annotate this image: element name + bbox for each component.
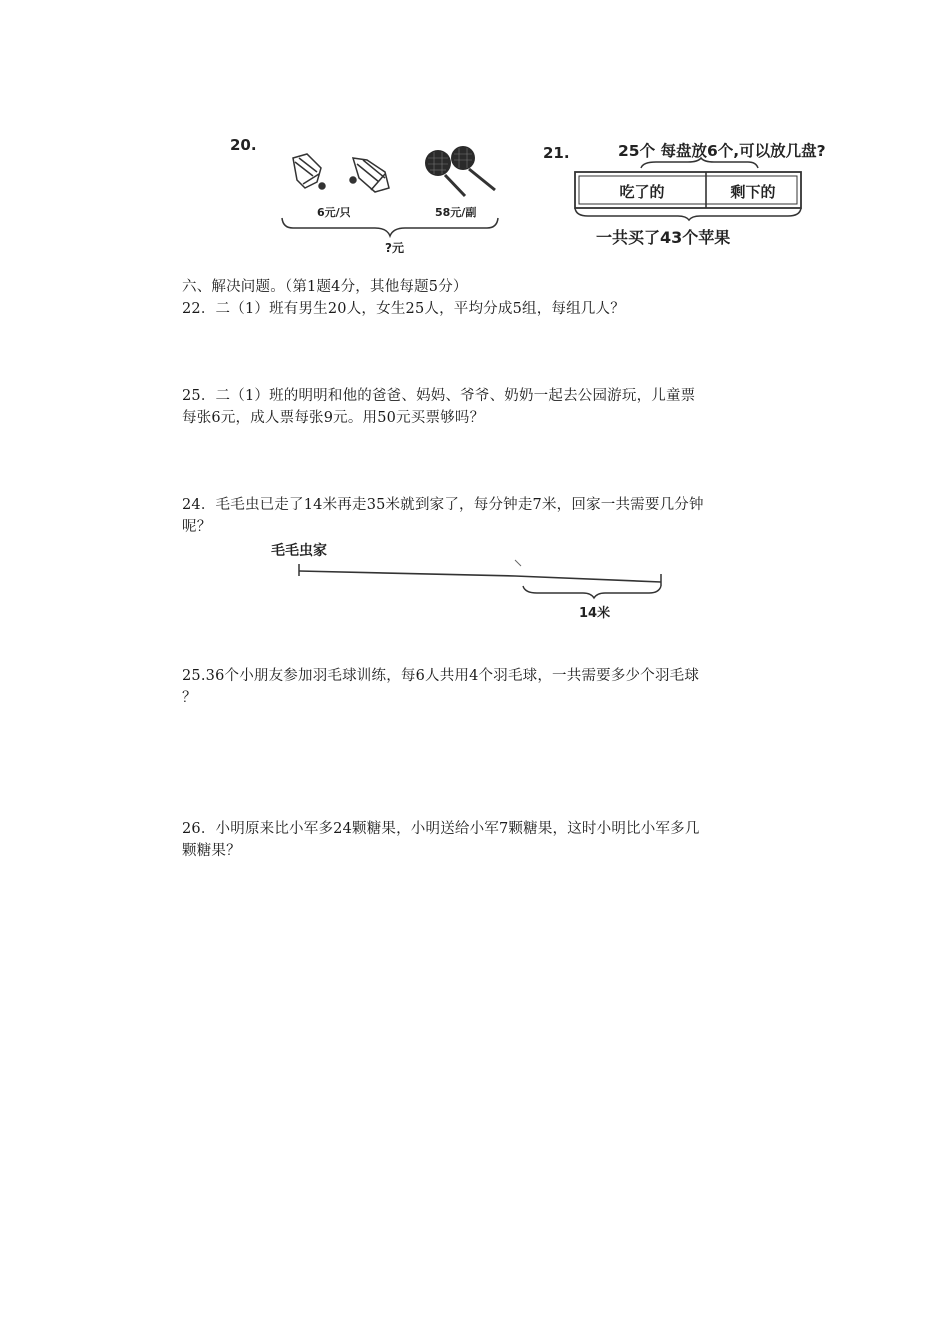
question-24-line1: 24．毛毛虫已走了14米再走35米就到家了，每分钟走7米，回家一共需要几分钟 xyxy=(182,497,704,513)
q24-path-line xyxy=(299,571,661,582)
shuttlecock-icon xyxy=(350,158,389,192)
question-26-line1: 26．小明原来比小军多24颗糖果，小明送给小军7颗糖果，这时小明比小军多几 xyxy=(182,821,700,837)
question-25-a xyxy=(182,385,782,429)
q21-bottom-text: 一共买了43个苹果 xyxy=(596,228,731,247)
question-24-line2: 呢？ xyxy=(182,519,212,535)
question-25-b-line2: ？ xyxy=(182,690,197,706)
question-25-a-line1: 25．二（1）班的明明和他的爸爸、妈妈、爷爷、奶奶一起去公园游玩，儿童票 xyxy=(182,388,696,404)
q20-illustration xyxy=(225,128,510,258)
section-title: 六、解决问题。（第1题4分，其他每题5分） xyxy=(182,279,468,295)
q20-figure xyxy=(225,128,510,258)
q20-number: 20. xyxy=(230,136,257,154)
q20-total-brace xyxy=(282,218,498,236)
shuttlecock-icon xyxy=(293,154,325,189)
q21-bottom-brace xyxy=(575,208,801,220)
question-22: 22．二（1）班有男生20人，女生25人，平均分成5组，每组几人？ xyxy=(182,301,625,317)
q20-item1-price: 6元/只 xyxy=(317,206,351,219)
question-25-b-line1: 25.36个小朋友参加羽毛球训练，每6人共用4个羽毛球，一共需要多少个羽毛球 xyxy=(182,668,700,684)
q21-figure xyxy=(538,136,918,256)
question-25-a-line2: 每张6元，成人票每张9元。用50元买票够吗？ xyxy=(182,410,485,426)
q20-item2-price: 58元/副 xyxy=(435,206,477,219)
q24-brace xyxy=(523,586,661,598)
q24-home-label: 毛毛虫家 xyxy=(271,543,327,559)
q21-top-text: 25个 每盘放6个,可以放几盘? xyxy=(618,142,826,160)
badminton-racket-icon xyxy=(425,146,495,196)
q24-line-diagram xyxy=(265,538,675,628)
q21-number: 21. xyxy=(543,144,570,162)
q21-illustration xyxy=(538,136,918,256)
question-26-line2: 颗糖果？ xyxy=(182,843,241,859)
question-26 xyxy=(182,818,782,862)
question-24 xyxy=(182,494,782,538)
question-25-b xyxy=(182,665,782,709)
q20-total: ?元 xyxy=(385,241,404,255)
q24-split-mark xyxy=(515,560,521,566)
q24-figure xyxy=(265,538,675,628)
q21-box-left: 吃了的 xyxy=(619,183,665,201)
q21-box-right: 剩下的 xyxy=(730,183,776,201)
q24-distance-label: 14米 xyxy=(579,606,611,621)
